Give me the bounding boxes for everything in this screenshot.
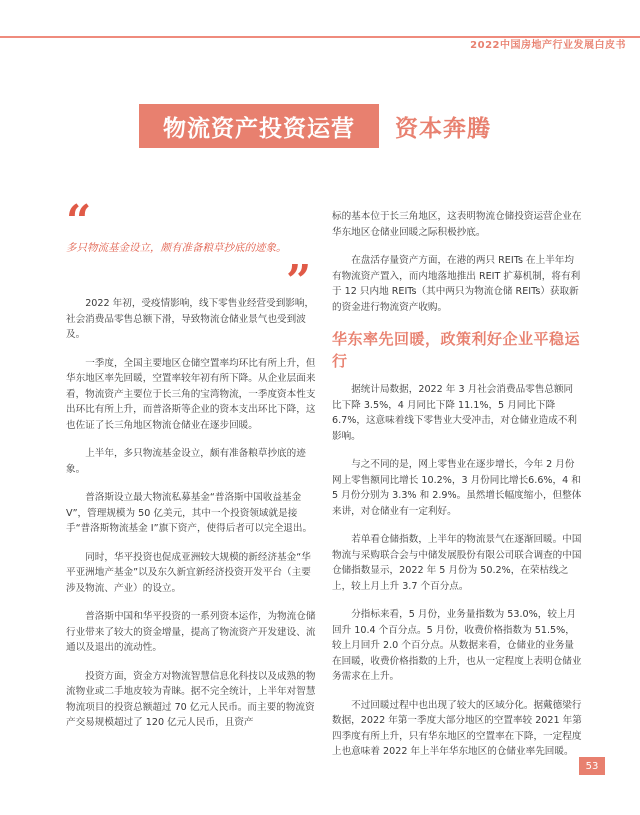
- paragraph: 一季度，全国主要地区仓储空置率均环比有所上升，但华东地区率先回暖，空置率较年初有所下降。从企业层面来看，物流资产主要位于长三角的宝湾物流，一季度资本性支出环比有所上升，而普洛斯等企业的资本支出环比下降，这也佐证了长三角地区物流仓储业在逐步回暖。: [66, 357, 316, 431]
- paragraph: 投资方面，资金方对物流智慧信息化科技以及成熟的物流物业或二手地皮较为青睐。据不完全统计，上半年对智慧物流项目的投资总额超过 70 亿元人民币。而主要的物流资产交易规模超过了 120 亿元人民币，且资产: [66, 670, 316, 728]
- paragraph-continuation: 标的基本位于长三角地区，这表明物流仓储投资运营企业在华东地区仓储业回暖之际积极抄底。: [332, 211, 582, 238]
- paragraph: 普洛斯中国和华平投资的一系列资本运作，为物流仓储行业带来了较大的资金增量，提高了物流资产开发建设、流通以及退出的流动性。: [66, 611, 316, 653]
- paragraph: 若单看仓储指数，上半年的物流景气在逐渐回暖。中国物流与采购联合会与中储发展股份有限公司联合调查的中国仓储指数显示，2022 年 5 月份为 50.2%，在荣枯线之上，较上月上升 3.7 个百分点。: [332, 534, 582, 592]
- section-heading: 华东率先回暖，政策利好企业平稳运行: [332, 330, 581, 370]
- paragraph: 分指标来看，5 月份，业务量指数为 53.0%，较上月回升 10.4 个百分点。5 月份，收费价格指数为 51.5%，较上月回升 2.0 个百分点。从数据来看，仓储业的业务量在回暖，收费价格指数的上升，也从一定程度上表明仓储业务需求在上升。: [332, 609, 582, 682]
- paragraph: 在盘活存量资产方面，在港的两只 REITs 在上半年均有物流资产置入，而内地落地推出 REIT 扩募机制，将有利于 12 只内地 REITs（其中两只为物流仓储 REITs）获取新的资金进行物流资产收购。: [332, 255, 581, 313]
- paragraph: 不过回暖过程中也出现了较大的区域分化。据戴德梁行数据，2022 年第一季度大部分地区的空置率较 2021 年第四季度有所上升，只有华东地区的空置率在下降，一定程度上也意味着 2022 年上半年华东地区的仓储业率先回暖。: [332, 699, 582, 757]
- right-column: [332, 209, 582, 773]
- paragraph: 与之不同的是，网上零售业在逐步增长，今年 2 月份网上零售额同比增长 10.2%，3 月份同比增长6.6%，4 和 5 月份分别为 3.3% 和 2.9%。虽然增长幅度缩小，但整体来讲，对仓储业有一定利好。: [332, 459, 582, 517]
- paragraph: 据统计局数据，2022 年 3 月社会消费品零售总额同比下降 3.5%，4 月同比下降 11.1%，5 月同比下降 6.7%，这意味着线下零售业大受冲击，对仓储业造成不利影响。: [332, 384, 578, 442]
- page-subtitle: 资本奔腾: [395, 115, 491, 142]
- page-title: 物流资产投资运营: [139, 104, 379, 148]
- quote-close-mark-icon: ”: [286, 256, 312, 307]
- paragraph: 普洛斯设立最大物流私募基金“普洛斯中国收益基金 V”，管理规模为 50 亿美元，其中一个投资领域就是接手“普洛斯物流基金 I”旗下资产，使得后者可以完全退出。: [66, 492, 313, 534]
- pull-quote: 多只物流基金设立，颇有准备粮草抄底的迹象。: [66, 242, 287, 254]
- left-column: [66, 296, 316, 744]
- quote-open-mark-icon: “: [66, 196, 92, 247]
- paragraph: 2022 年初，受疫情影响，线下零售业经营受到影响，社会消费品零售总额下滑，导致物流仓储业景气也受到波及。: [66, 298, 315, 340]
- paragraph: 同时，华平投资也促成亚洲较大规模的新经济基金“华平亚洲地产基金”以及东久新宜新经济投资开发平台（主要涉及物流、产业）的设立。: [66, 551, 311, 594]
- running-header: 2022中国房地产行业发展白皮书: [470, 40, 626, 51]
- page-number: 53: [579, 757, 605, 775]
- paragraph: 上半年，多只物流基金设立，颇有准备粮草抄底的迹象。: [66, 448, 306, 475]
